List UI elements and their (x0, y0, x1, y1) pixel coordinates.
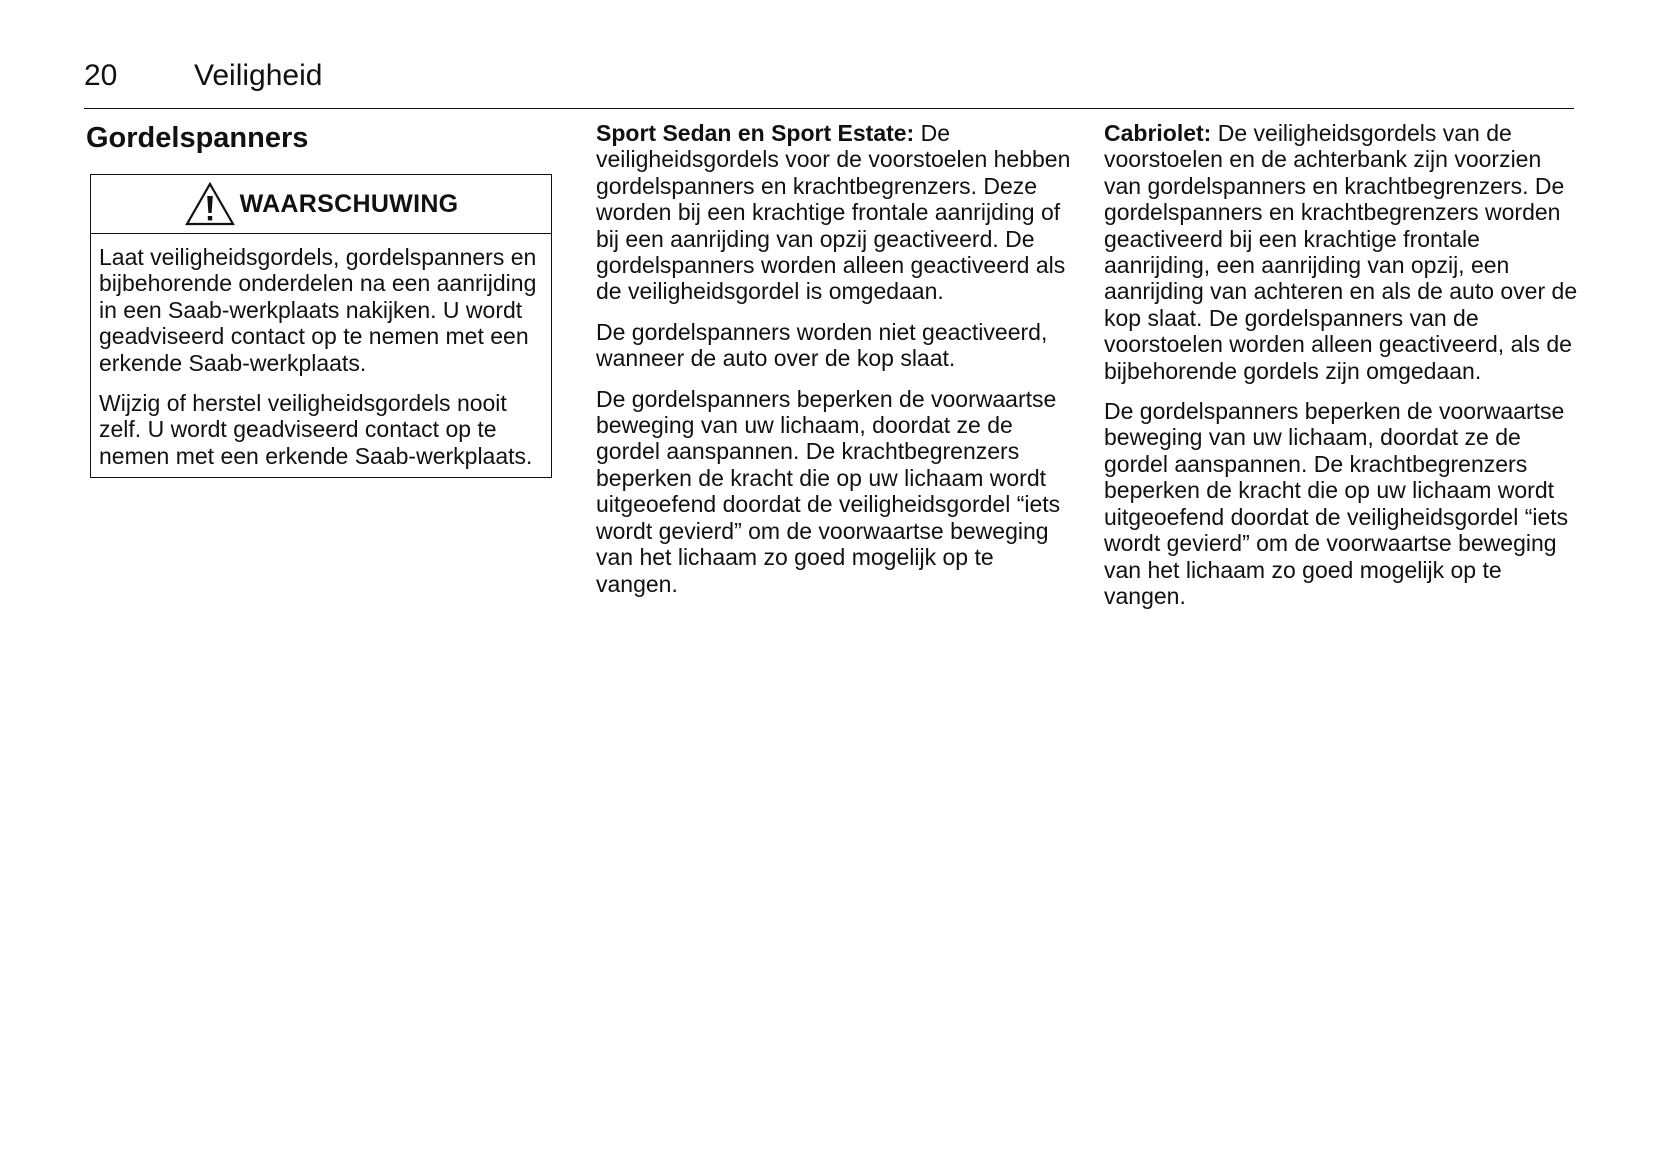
page-header (84, 58, 1574, 98)
page-number: 20 (84, 59, 118, 92)
section-heading: Gordelspanners (86, 122, 309, 154)
column-left (86, 120, 554, 478)
cabriolet-label: Cabriolet: (1104, 120, 1212, 146)
header-divider (84, 108, 1574, 109)
warning-header (91, 175, 551, 234)
sport-paragraph: De gordelspanners worden niet geactiveerd, wanneer de auto over de kop slaat. (596, 318, 1048, 372)
cabriolet-intro-paragraph (1104, 120, 1579, 384)
warning-paragraph: Wijzig of herstel veiligheidsgordels nooit zelf. U wordt geadviseerd contact op te nemen met een erkende Saab-werkplaats. (99, 390, 533, 469)
chapter-title: Veiligheid (194, 59, 323, 92)
sport-intro-text: De veiligheidsgordels voor de voorstoelen hebben gordelspanners en krachtbegrenzers. Deze worden bij een krachtige frontale aanrijding of bij een aanrijding van opzij geactiveerd. De gordelspanners worden alleen geactiveerd als de veiligheidsgordel is omgedaan. (596, 120, 1071, 305)
cabriolet-paragraph: De gordelspanners beperken de voorwaartse beweging van uw lichaam, doordat ze de gordel aanspannen. De krachtbegrenzers beperken de kracht die op uw lichaam wordt uitgeoefend doordat de veiligheidsgordel “iets wordt gevierd” om de voorwaartse beweging van het lichaam zo goed mogelijk op te vangen. (1104, 398, 1569, 609)
sport-paragraph: De gordelspanners beperken de voorwaartse beweging van uw lichaam, doordat ze de gordel aanspannen. De krachtbegrenzers beperken de kracht die op uw lichaam wordt uitgeoefend doordat de veiligheidsgordel “iets wordt gevierd” om de voorwaartse beweging van het lichaam zo goed mogelijk op te vangen. (596, 385, 1061, 597)
column-middle (596, 120, 1071, 611)
warning-body (91, 234, 551, 477)
warning-triangle-icon (184, 181, 236, 227)
sport-label: Sport Sedan en Sport Estate: (596, 120, 915, 146)
warning-box (90, 174, 552, 478)
sport-intro-paragraph (596, 120, 1071, 305)
cabriolet-intro-text: De veiligheidsgordels van de voorstoelen en de achterbank zijn voorzien van gordelspanners en krachtbegrenzers. De gordelspanners en krachtbegrenzers worden geactiveerd bij een krachtige frontale aanrijding, een aanrijding van opzij, een aanrijding van achteren en als de auto over de kop slaat. De gordelspanners van de voorstoelen worden alleen geactiveerd, als de bijbehorende gordels zijn omgedaan. (1104, 120, 1578, 384)
column-right (1104, 120, 1579, 623)
warning-paragraph: Laat veiligheidsgordels, gordelspanners en bijbehorende onderdelen na een aanrijding in een Saab-werkplaats nakijken. U wordt geadviseerd contact op te nemen met een erkende Saab-werkplaats. (99, 244, 537, 376)
warning-title: WAARSCHUWING (239, 189, 459, 218)
